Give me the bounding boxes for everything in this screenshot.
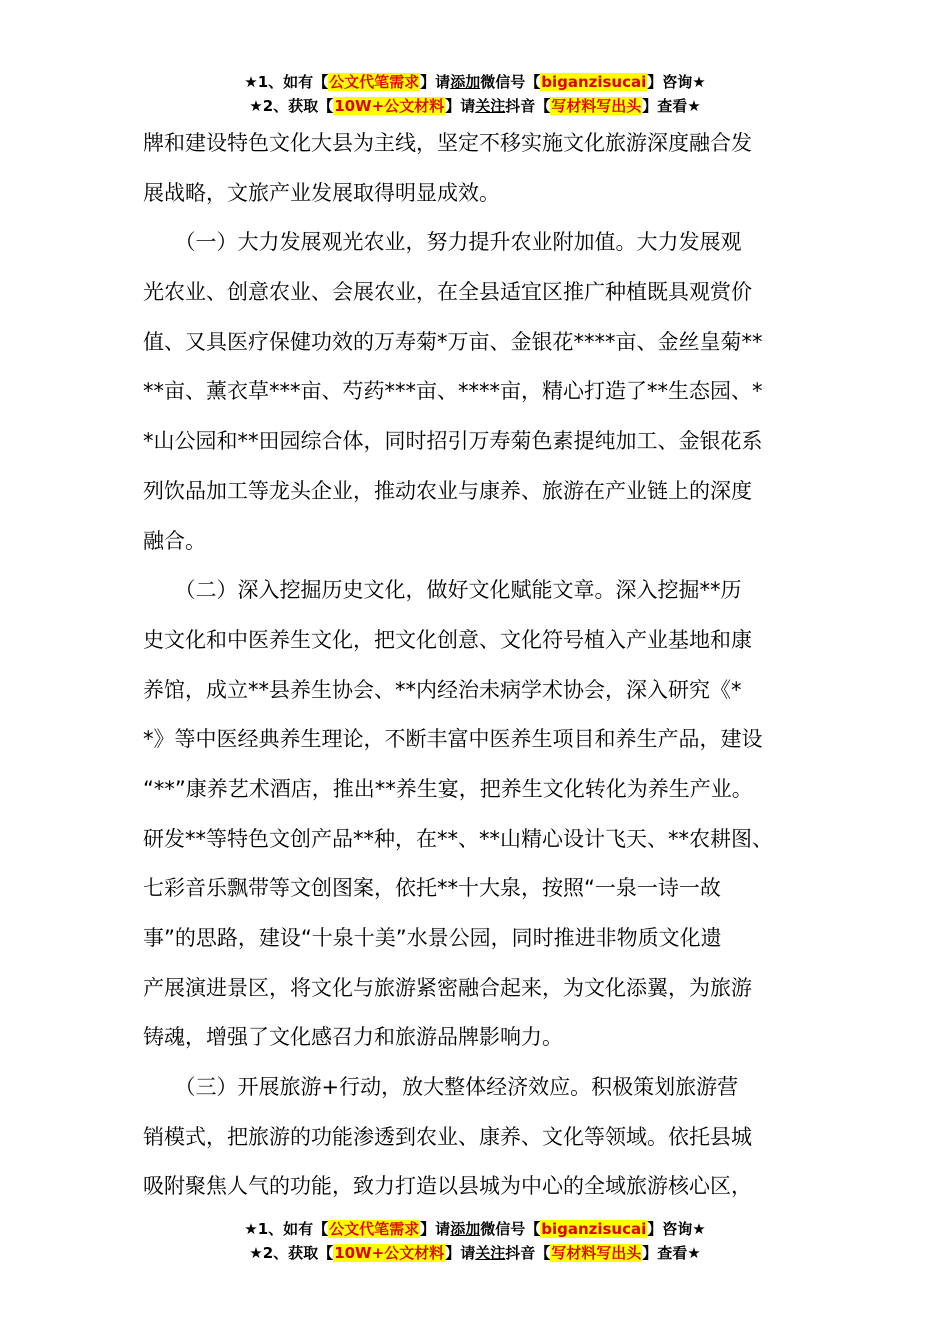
body-line: 销模式，把旅游的功能渗透到农业、康养、文化等领域。依托县城 [143,1124,752,1149]
body-line: （二）深入挖掘历史文化，做好文化赋能文章。深入挖掘**历 [143,578,742,603]
highlight-materials: 10W+公文材料 [334,1244,445,1262]
body-line: 产展演进景区，将文化与旅游紧密融合起来，为文化添翼，为旅游 [143,975,752,1000]
highlight-wechat-id: biganzisucai [541,1220,647,1238]
body-line: **亩、薰衣草***亩、芍药***亩、****亩，精心打造了**生态园、* [143,379,763,404]
highlight-wechat-id: biganzisucai [541,73,647,91]
body-line: （一）大力发展观光农业，努力提升农业附加值。大力发展观 [143,230,742,255]
body-line: 列饮品加工等龙头企业，推动农业与康养、旅游在产业链上的深度 [143,478,752,503]
body-line: 展战略，文旅产业发展取得明显成效。 [143,180,500,205]
body-line: 史文化和中医养生文化，把文化创意、文化符号植入产业基地和康 [143,627,752,652]
body-line: 养馆，成立**县养生协会、**内经治未病学术协会，深入研究《* [143,677,742,702]
document-body [143,119,823,1212]
notice-line-1: ★1、如有【公文代笔需求】请添加微信号【biganzisucai】咨询★ [244,73,706,91]
notice-line-2: ★2、获取【10W+公文材料】请关注抖音【写材料写出头】查看★ [249,97,701,115]
highlight-materials: 10W+公文材料 [334,97,445,115]
body-line: 研发**等特色文创产品**种，在**、**山精心设计飞天、**农耕图、 [143,826,773,851]
body-line: 铸魂，增强了文化感召力和旅游品牌影响力。 [143,1025,563,1050]
header-notice [0,70,950,118]
notice-line-2: ★2、获取【10W+公文材料】请关注抖音【写材料写出头】查看★ [249,1244,701,1262]
body-line: 吸附聚焦人气的功能，致力打造以县城为中心的全域旅游核心区， [143,1174,752,1199]
highlight-service: 公文代笔需求 [329,1220,420,1238]
body-line: 事”的思路，建设“十泉十美”水景公园，同时推进非物质文化遗 [143,926,722,950]
notice-line-1: ★1、如有【公文代笔需求】请添加微信号【biganzisucai】咨询★ [244,1220,706,1238]
body-line: 牌和建设特色文化大县为主线，坚定不移实施文化旅游深度融合发 [143,131,752,155]
body-line: 值、又具医疗保健功效的万寿菊*万亩、金银花****亩、金丝皇菊** [143,329,763,354]
body-line: *山公园和**田园综合体，同时招引万寿菊色素提纯加工、金银花系 [143,429,763,454]
body-line: *》等中医经典养生理论，不断丰富中医养生项目和养生产品，建设 [143,727,763,752]
highlight-douyin-account: 写材料写出头 [551,1244,642,1262]
body-line: “**”康养艺术酒店，推出**养生宴，把养生文化转化为养生产业。 [143,776,753,801]
highlight-service: 公文代笔需求 [329,73,420,91]
body-line: 融合。 [143,528,206,553]
footer-notice [0,1217,950,1265]
highlight-douyin-account: 写材料写出头 [551,97,642,115]
body-line: 七彩音乐飘带等文创图案，依托**十大泉，按照“一泉一诗一故 [143,876,721,901]
body-line: （三）开展旅游+行动，放大整体经济效应。积极策划旅游营 [143,1075,739,1100]
body-line: 光农业、创意农业、会展农业，在全县适宜区推广种植既具观赏价 [143,280,752,305]
